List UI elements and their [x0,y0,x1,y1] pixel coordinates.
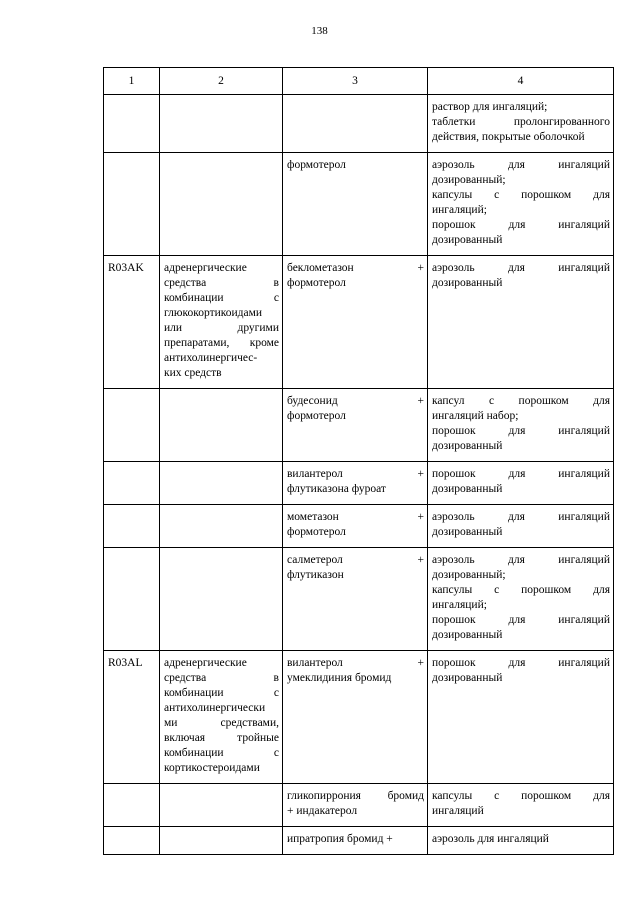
substance-line: + индакатерол [287,805,358,817]
substance-line: вилантерол + [287,468,424,480]
dosage-form-item [432,510,610,540]
substance-line: салметерол + [287,554,424,566]
dosage-form-line: дозированный [432,234,503,246]
dosage-form-line: дозированный [432,440,503,452]
dosage-form-line: аэрозоль для ингаляций [432,511,610,523]
cell-dosage-forms [428,153,614,256]
group-name-line: комбинации с [164,292,279,304]
cell-dosage-forms [428,462,614,505]
cell-atc-code [104,95,160,153]
cell-atc-code [104,784,160,827]
cell-group-name [160,651,283,784]
group-name-line: глюкокортикоидами [164,307,263,319]
table-row [104,462,614,505]
dosage-form-item [432,424,610,454]
group-name-line: антихолинергичес- [164,352,258,364]
cell-dosage-forms [428,389,614,462]
substance-line: ипратропия бромид + [287,833,393,845]
dosage-form-item [432,832,610,847]
dosage-form-line: аэрозоль для ингаляций [432,262,610,274]
substance-line: формотерол [287,277,346,289]
header-col-1: 1 [104,68,160,95]
substance-line: беклометазон + [287,262,424,274]
dosage-form-item [432,467,610,497]
substance-line: формотерол [287,410,346,422]
dosage-form-item [432,613,610,643]
dosage-form-item [432,261,610,291]
cell-dosage-forms [428,784,614,827]
cell-substance [283,389,428,462]
group-name-line: антихолинергически [164,702,266,714]
cell-group-name [160,784,283,827]
dosage-form-line: дозированный [432,629,503,641]
dosage-form-line: аэрозоль для ингаляций [432,159,610,171]
dosage-form-line: ингаляций; [432,204,487,216]
dosage-form-line: порошок для ингаляций [432,425,610,437]
group-name-line: препаратами, кроме [164,337,279,349]
cell-atc-code [104,548,160,651]
cell-substance [283,95,428,153]
table-row [104,548,614,651]
table-row [104,256,614,389]
dosage-form-item [432,100,610,115]
dosage-form-item [432,789,610,819]
cell-group-name [160,256,283,389]
cell-atc-code [104,505,160,548]
substance-line: будесонид + [287,395,424,407]
group-name-line: адренергические [164,657,247,669]
table-row [104,389,614,462]
dosage-form-line: капсулы с порошком для [432,584,610,596]
dosage-form-line: ингаляций набор; [432,410,519,422]
group-name-line: комбинации с [164,747,279,759]
dosage-form-line: порошок для ингаляций [432,468,610,480]
dosage-form-line: дозированный; [432,174,506,186]
group-name-line: кортикостероидами [164,762,260,774]
dosage-form-line: дозированный [432,526,503,538]
cell-substance [283,256,428,389]
cell-group-name [160,389,283,462]
table-row [104,95,614,153]
dosage-form-line: аэрозоль для ингаляций [432,833,549,845]
substance-line: флутиказона фуроат [287,483,386,495]
cell-group-name [160,548,283,651]
dosage-form-line: дозированный [432,672,503,684]
substance-line: вилантерол + [287,657,424,669]
dosage-form-line: дозированный [432,483,503,495]
dosage-form-item [432,553,610,583]
cell-group-name [160,827,283,855]
cell-substance [283,651,428,784]
group-name-line: ких средств [164,367,222,379]
dosage-form-item [432,583,610,613]
cell-dosage-forms [428,256,614,389]
substance-line: формотерол [287,526,346,538]
cell-group-name [160,153,283,256]
dosage-form-line: раствор для ингаляций; [432,101,548,113]
group-name-line: средства в [164,672,279,684]
header-col-4: 4 [428,68,614,95]
table-row [104,153,614,256]
substance-line: формотерол [287,159,346,171]
dosage-form-line: порошок для ингаляций [432,657,610,669]
cell-substance [283,153,428,256]
group-name-line: ми средствами, [164,717,279,729]
dosage-form-line: дозированный [432,277,503,289]
group-name-line: адренергические [164,262,247,274]
group-name-line: комбинации с [164,687,279,699]
table-row [104,784,614,827]
dosage-form-item [432,656,610,686]
substance-line: флутиказон [287,569,344,581]
table-row [104,505,614,548]
dosage-form-line: порошок для ингаляций [432,219,610,231]
cell-group-name [160,505,283,548]
dosage-form-line: ингаляций [432,805,484,817]
table-header-row [104,68,614,95]
dosage-form-line: капсул с порошком для [432,395,610,407]
substance-line: гликопиррония бромид [287,790,424,802]
dosage-form-line: порошок для ингаляций [432,614,610,626]
page-number: 138 [311,25,328,37]
dosage-form-line: таблетки пролонгированного [432,116,610,128]
dosage-form-item [432,394,610,424]
cell-atc-code [104,651,160,784]
atc-code-text: R03AL [108,657,143,669]
dosage-form-line: ингаляций; [432,599,487,611]
cell-atc-code [104,462,160,505]
cell-dosage-forms [428,505,614,548]
cell-atc-code [104,256,160,389]
drug-classification-table [103,67,614,855]
cell-dosage-forms [428,548,614,651]
dosage-form-line: дозированный; [432,569,506,581]
cell-substance [283,505,428,548]
cell-group-name [160,95,283,153]
cell-substance [283,784,428,827]
cell-atc-code [104,827,160,855]
table-body [104,95,614,855]
dosage-form-item [432,188,610,218]
cell-substance [283,462,428,505]
cell-atc-code [104,389,160,462]
dosage-form-item [432,115,610,145]
dosage-form-line: аэрозоль для ингаляций [432,554,610,566]
header-col-3: 3 [283,68,428,95]
dosage-form-line: капсулы с порошком для [432,790,610,802]
cell-substance [283,548,428,651]
group-name-line: средства в [164,277,279,289]
header-col-2: 2 [160,68,283,95]
cell-substance [283,827,428,855]
dosage-form-line: действия, покрытые оболочкой [432,131,585,143]
table-row [104,827,614,855]
cell-atc-code [104,153,160,256]
dosage-form-line: капсулы с порошком для [432,189,610,201]
table-row [104,651,614,784]
dosage-form-item [432,218,610,248]
cell-dosage-forms [428,95,614,153]
atc-code-text: R03AK [108,262,144,274]
cell-group-name [160,462,283,505]
group-name-line: включая тройные [164,732,279,744]
substance-line: умеклидиния бромид [287,672,392,684]
substance-line: мометазон + [287,511,424,523]
dosage-form-item [432,158,610,188]
group-name-line: или другими [164,322,279,334]
cell-dosage-forms [428,651,614,784]
cell-dosage-forms [428,827,614,855]
